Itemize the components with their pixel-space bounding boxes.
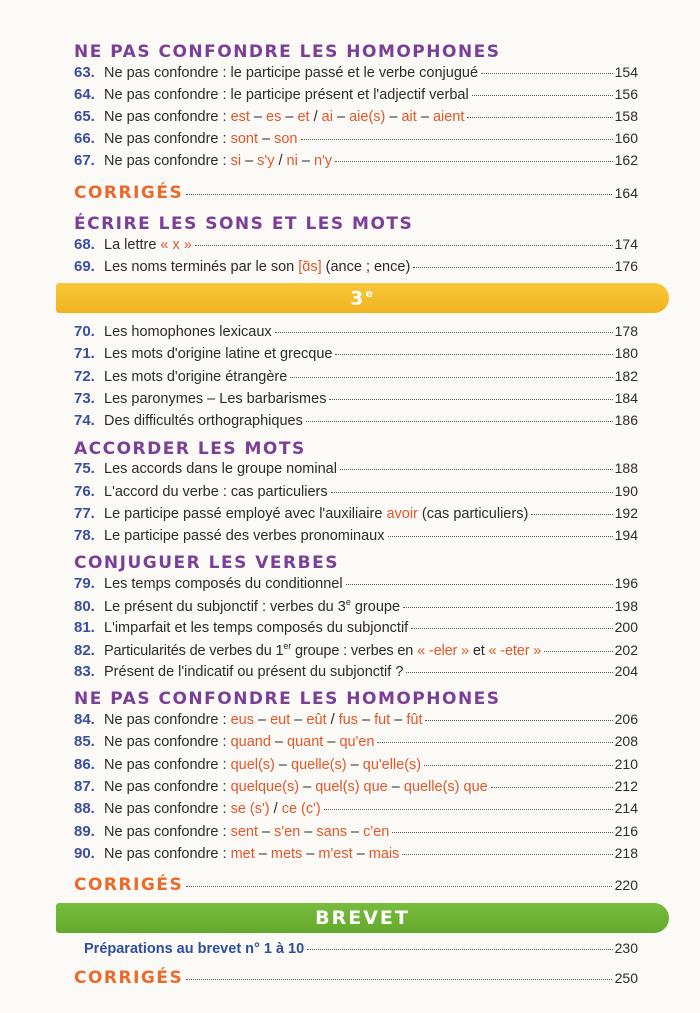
entry-number: 83. [74, 663, 95, 680]
entry-text: Les temps composés du conditionnel [104, 576, 343, 592]
toc-entry-64[interactable] [74, 86, 638, 103]
dot-leader [307, 949, 612, 950]
entry-page: 176 [614, 258, 638, 274]
homophone-word: eut [270, 712, 291, 728]
entry-page: 156 [614, 86, 638, 102]
corriges-entry-1[interactable] [74, 183, 638, 203]
homophone-word: aie(s) [349, 109, 386, 125]
dot-leader [406, 672, 612, 673]
homophone-word: m'est [318, 846, 353, 862]
band-label: 3e [350, 286, 375, 310]
entry-number: 70. [74, 323, 95, 340]
toc-entry-89[interactable] [74, 823, 638, 840]
entry-page: 162 [614, 152, 638, 168]
entry-text: Les homophones lexicaux [104, 324, 272, 340]
toc-entry-77[interactable] [74, 505, 638, 522]
corriges-entry-3[interactable] [74, 968, 638, 988]
dot-leader [186, 194, 611, 195]
corriges-entry-2[interactable] [74, 875, 638, 895]
entry-text: Ne pas confondre : le participe présent et l'adjectif verbal [104, 87, 469, 103]
entry-text: La lettre « x » [104, 237, 192, 253]
toc-entry-72[interactable] [74, 368, 638, 385]
entry-number: 90. [74, 845, 95, 862]
corriges-label: CORRIGÉS [74, 183, 184, 203]
entry-text: Ne pas confondre : sont – son [104, 131, 298, 147]
homophone-word: quelque(s) [230, 779, 300, 795]
homophone-word: fus [338, 712, 358, 728]
entry-text: Les paronymes – Les barbarismes [104, 391, 327, 407]
entry-page: 204 [614, 663, 638, 679]
entry-number: 86. [74, 756, 95, 773]
entry-number: 79. [74, 575, 95, 592]
dot-leader [335, 161, 613, 162]
entry-page: 160 [614, 130, 638, 146]
toc-entry-74[interactable] [74, 412, 638, 429]
homophone-word: son [274, 131, 298, 147]
entry-number: 74. [74, 412, 95, 429]
toc-entry-86[interactable] [74, 756, 638, 773]
entry-page: 250 [614, 970, 638, 986]
dot-leader [195, 245, 613, 246]
homophone-word: se (s') [230, 801, 270, 817]
homophone-word: met [230, 846, 255, 862]
entry-text: Les mots d'origine étrangère [104, 369, 288, 385]
corriges-label: CORRIGÉS [74, 875, 184, 895]
toc-entry-85[interactable] [74, 733, 638, 750]
toc-entry-78[interactable] [74, 527, 638, 544]
entry-number: 68. [74, 236, 95, 253]
entry-text: Ne pas confondre : si – s'y / ni – n'y [104, 153, 333, 169]
entry-page: 184 [614, 390, 638, 406]
entry-text: Ne pas confondre : quand – quant – qu'en [104, 734, 375, 750]
homophone-word: aient [432, 109, 465, 125]
entry-text: Ne pas confondre : met – mets – m'est – mais [104, 846, 400, 862]
homophone-word: sont [230, 131, 258, 147]
dot-leader [290, 377, 612, 378]
homophone-word: ce (c') [281, 801, 321, 817]
homophone-word: quant [287, 734, 324, 750]
entry-text: Ne pas confondre : se (s') / ce (c') [104, 801, 321, 817]
entry-number: 88. [74, 800, 95, 817]
homophone-word: s'en [274, 824, 301, 840]
toc-entry-63[interactable] [74, 64, 638, 81]
dot-leader [544, 651, 612, 652]
entry-number: 69. [74, 258, 95, 275]
homophone-word: quelle(s) [291, 757, 347, 773]
corriges-label: CORRIGÉS [74, 968, 184, 988]
homophone-word: qu'en [339, 734, 375, 750]
section-title-homophones-2: NE PAS CONFONDRE LES HOMOPHONES [74, 689, 501, 709]
entry-page: 212 [614, 778, 638, 794]
dot-leader [275, 332, 613, 333]
homophone-word: qu'elle(s) [362, 757, 422, 773]
entry-text: Les noms terminés par le son [ɑ̃s] (ance ; ence) [104, 259, 411, 275]
toc-entry-68[interactable] [74, 236, 638, 253]
entry-number: 87. [74, 778, 95, 795]
dot-leader [346, 584, 613, 585]
entry-number: 66. [74, 130, 95, 147]
entry-page: 192 [614, 505, 638, 521]
homophone-word: quand [230, 734, 271, 750]
entry-number: 67. [74, 152, 95, 169]
entry-number: 63. [74, 64, 95, 81]
toc-entry-80[interactable] [74, 597, 638, 615]
entry-page: 196 [614, 575, 638, 591]
entry-page: 200 [614, 619, 638, 635]
entry-page: 214 [614, 800, 638, 816]
dot-leader [402, 854, 612, 855]
entry-text: L'imparfait et les temps composés du subjonctif [104, 620, 409, 636]
entry-text: Des difficultés orthographiques [104, 413, 303, 429]
entry-number: 89. [74, 823, 95, 840]
entry-number: 80. [74, 597, 95, 615]
toc-entry-67[interactable] [74, 152, 638, 169]
band-label: BREVET [315, 907, 410, 929]
dot-leader [531, 514, 612, 515]
entry-text: Les mots d'origine latine et grecque [104, 346, 333, 362]
entry-page: 190 [614, 483, 638, 499]
entry-page: 164 [614, 185, 638, 201]
homophone-word: fut [374, 712, 391, 728]
dot-leader [335, 354, 612, 355]
homophone-word: c'en [363, 824, 390, 840]
dot-leader [301, 139, 613, 140]
entry-number: 84. [74, 711, 95, 728]
homophone-word: quelle(s) que [403, 779, 488, 795]
entry-page: 202 [614, 641, 638, 658]
section-title-homophones-1: NE PAS CONFONDRE LES HOMOPHONES [74, 42, 501, 62]
toc-entry-73[interactable] [74, 390, 638, 407]
dot-leader [413, 267, 612, 268]
entry-page: 218 [614, 845, 638, 861]
toc-entry-84[interactable] [74, 711, 638, 728]
dot-leader [472, 95, 613, 96]
section-title-conjuguer: CONJUGUER LES VERBES [74, 553, 339, 573]
dot-leader [481, 73, 613, 74]
toc-entry-75[interactable] [74, 460, 638, 477]
entry-page: 194 [614, 527, 638, 543]
entry-text: Ne pas confondre : eus – eut – eût / fus – fut – fût [104, 712, 423, 728]
homophone-word: ait [401, 109, 417, 125]
entry-page: 220 [614, 877, 638, 893]
entry-page: 174 [614, 236, 638, 252]
dot-leader [329, 399, 612, 400]
toc-entry-79[interactable] [74, 575, 638, 592]
toc-entry-87[interactable] [74, 778, 638, 795]
entry-number: 85. [74, 733, 95, 750]
toc-entry-88[interactable] [74, 800, 638, 817]
homophone-word: sent [230, 824, 258, 840]
dot-leader [331, 492, 613, 493]
section-title-sons-mots: ÉCRIRE LES SONS ET LES MOTS [74, 214, 414, 234]
dot-leader [403, 607, 613, 608]
toc-entry-71[interactable] [74, 345, 638, 362]
toc-entry-69[interactable] [74, 258, 638, 275]
entry-number: 72. [74, 368, 95, 385]
homophone-word: quel(s) que [315, 779, 388, 795]
dot-leader [340, 469, 613, 470]
toc-entry-70[interactable] [74, 323, 638, 340]
homophone-word: ni [286, 153, 298, 169]
entry-page: 198 [614, 597, 638, 614]
entry-text: Le présent du subjonctif : verbes du 3e groupe [104, 597, 401, 615]
toc-entry-preparations[interactable] [84, 940, 638, 957]
homophone-word: est [230, 109, 250, 125]
homophone-word: mets [270, 846, 303, 862]
homophone-word: n'y [313, 153, 333, 169]
dot-leader [186, 886, 611, 887]
homophone-word: es [266, 109, 282, 125]
toc-entry-65[interactable] [74, 108, 638, 125]
entry-text: L'accord du verbe : cas particuliers [104, 484, 328, 500]
entry-page: 154 [614, 64, 638, 80]
brevet-band [56, 903, 669, 933]
entry-text: Ne pas confondre : le participe passé et le verbe conjugué [104, 65, 479, 81]
entry-number: 65. [74, 108, 95, 125]
entry-text: Ne pas confondre : quel(s) – quelle(s) – qu'elle(s) [104, 757, 422, 773]
entry-page: 158 [614, 108, 638, 124]
entry-page: 206 [614, 711, 638, 727]
homophone-word: et [297, 109, 310, 125]
entry-number: 73. [74, 390, 95, 407]
homophone-word: si [230, 153, 242, 169]
homophone-word: s'y [257, 153, 275, 169]
entry-number: 77. [74, 505, 95, 522]
entry-page: 182 [614, 368, 638, 384]
homophone-word: sans [316, 824, 348, 840]
section-title-accorder: ACCORDER LES MOTS [74, 439, 306, 459]
toc-entry-66[interactable] [74, 130, 638, 147]
dot-leader [377, 742, 612, 743]
homophone-word: quel(s) [230, 757, 275, 773]
entry-text: Ne pas confondre : quelque(s) – quel(s) que – quelle(s) que [104, 779, 488, 795]
level-band-3e [56, 283, 669, 313]
entry-text: Présent de l'indicatif ou présent du subjonctif ? [104, 664, 404, 680]
toc-entry-81[interactable] [74, 619, 638, 636]
toc-entry-76[interactable] [74, 483, 638, 500]
entry-text: Le participe passé employé avec l'auxiliaire avoir (cas particuliers) [104, 506, 529, 522]
entry-text: Particularités de verbes du 1er groupe : verbes en « -eler » et « -eter » [104, 641, 542, 659]
toc-entry-83[interactable] [74, 663, 638, 680]
dot-leader [186, 979, 611, 980]
entry-page: 208 [614, 733, 638, 749]
entry-page: 178 [614, 323, 638, 339]
dot-leader [306, 421, 613, 422]
entry-number: 81. [74, 619, 95, 636]
dot-leader [411, 628, 612, 629]
homophone-word: eût [306, 712, 327, 728]
entry-number: 64. [74, 86, 95, 103]
entry-number: 78. [74, 527, 95, 544]
entry-text: Préparations au brevet n° 1 à 10 [84, 941, 305, 957]
dot-leader [467, 117, 612, 118]
homophone-word: mais [368, 846, 400, 862]
homophone-word: ai [321, 109, 333, 125]
entry-text: Ne pas confondre : est – es – et / ai – aie(s) – ait – aient [104, 109, 465, 125]
dot-leader [424, 765, 613, 766]
entry-page: 186 [614, 412, 638, 428]
entry-page: 180 [614, 345, 638, 361]
entry-number: 75. [74, 460, 95, 477]
dot-leader [388, 536, 613, 537]
homophone-word: eus [230, 712, 254, 728]
toc-entry-90[interactable] [74, 845, 638, 862]
homophone-word: fût [406, 712, 423, 728]
dot-leader [324, 809, 613, 810]
entry-text: Ne pas confondre : sent – s'en – sans – c'en [104, 824, 390, 840]
toc-entry-82[interactable] [74, 641, 638, 659]
dot-leader [425, 720, 612, 721]
entry-page: 230 [614, 940, 638, 956]
entry-page: 188 [614, 460, 638, 476]
entry-text: Les accords dans le groupe nominal [104, 461, 337, 477]
entry-text: Le participe passé des verbes pronominaux [104, 528, 385, 544]
dot-leader [491, 787, 613, 788]
entry-page: 210 [614, 756, 638, 772]
entry-number: 76. [74, 483, 95, 500]
entry-number: 82. [74, 641, 95, 659]
entry-page: 216 [614, 823, 638, 839]
entry-number: 71. [74, 345, 95, 362]
dot-leader [392, 832, 612, 833]
